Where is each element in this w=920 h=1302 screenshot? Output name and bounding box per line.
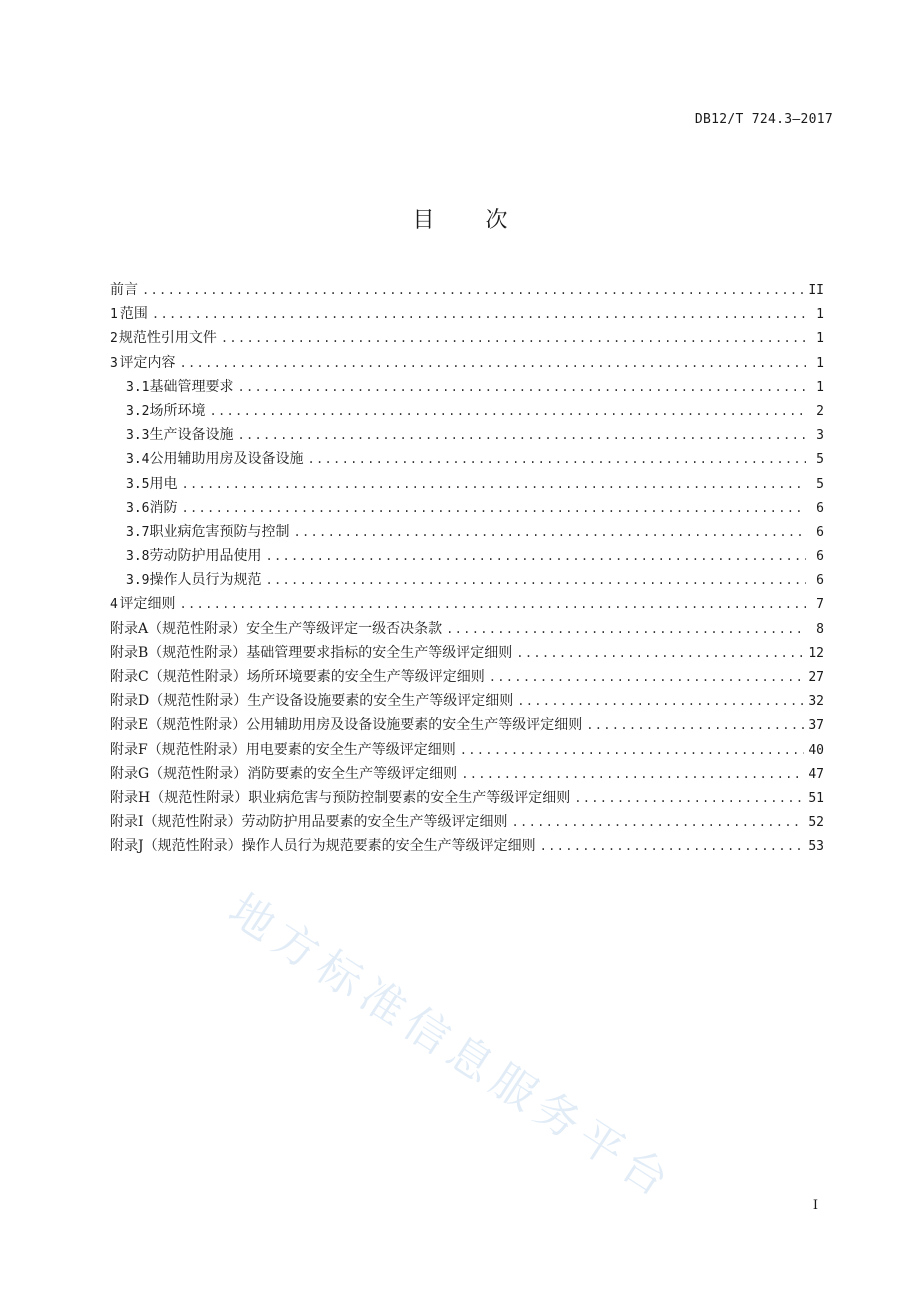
toc-entry-page: 1 (816, 355, 824, 371)
annex-page: 8 (816, 621, 824, 637)
annex-page: 37 (808, 718, 824, 734)
toc-entry-page: 5 (816, 452, 824, 468)
toc-entry-3-4[interactable] (110, 447, 824, 471)
annex-label: 附录J（规范性附录） (110, 838, 242, 855)
toc-entry-assessment-rules[interactable] (110, 592, 824, 616)
toc-entry-label: 场所环境 (149, 402, 206, 419)
toc-entry-number: 3.2 (126, 403, 150, 419)
leader-dots (461, 762, 804, 786)
toc-entry-number: 3.9 (126, 573, 150, 589)
leader-dots (265, 568, 806, 592)
toc-entry-page: 6 (816, 500, 824, 516)
leader-dots (152, 302, 806, 326)
document-code: DB12/T 724.3—2017 (694, 112, 833, 127)
toc-entry-number: 1 (110, 307, 118, 323)
leader-dots (574, 786, 804, 810)
toc-entry-number: 2 (110, 331, 118, 347)
toc-entry-label: 评定细则 (119, 596, 176, 613)
leader-dots (237, 423, 806, 447)
toc-entry-label: 评定内容 (119, 354, 176, 371)
annex-title: 基础管理要求指标的安全生产等级评定细则 (246, 644, 513, 661)
leader-dots (586, 713, 804, 737)
toc-entry-label: 用电 (149, 475, 178, 492)
leader-dots (265, 544, 806, 568)
toc-entry-number: 3 (110, 355, 118, 371)
page-folio: I (812, 1198, 818, 1213)
toc-entry-assessment-content[interactable] (110, 351, 824, 375)
toc-annex-d[interactable] (110, 689, 824, 713)
annex-title: 劳动防护用品要素的安全生产等级评定细则 (241, 814, 508, 831)
toc-entry-foreword[interactable] (110, 278, 824, 302)
toc-entry-3-3[interactable] (110, 423, 824, 447)
toc-entry-page: 1 (816, 379, 824, 395)
toc-entry-number: 3.1 (126, 379, 150, 395)
toc-entry-label: 范围 (119, 306, 148, 323)
annex-page: 40 (808, 742, 824, 758)
annex-title: 安全生产等级评定一级否决条款 (246, 620, 443, 637)
toc-annex-f[interactable] (110, 738, 824, 762)
table-of-contents (110, 278, 824, 859)
annex-title: 场所环境要素的安全生产等级评定细则 (246, 669, 485, 685)
annex-label: 附录E（规范性附录） (110, 717, 247, 734)
annex-label: 附录G（规范性附录） (110, 765, 248, 782)
toc-entry-page: 6 (816, 524, 824, 540)
toc-entry-number: 3.3 (126, 428, 150, 444)
toc-entry-page: 6 (816, 573, 824, 589)
toc-entry-3-9[interactable] (110, 568, 824, 592)
leader-dots (489, 665, 805, 689)
annex-page: 27 (808, 670, 824, 685)
toc-entry-number: 4 (110, 597, 118, 613)
leader-dots (142, 278, 804, 302)
toc-entry-page: II (808, 283, 824, 298)
annex-label: 附录D（规范性附录） (110, 693, 248, 710)
toc-entry-page: 1 (816, 331, 824, 347)
toc-entry-page: 6 (816, 549, 824, 565)
leader-dots (512, 810, 805, 834)
annex-page: 12 (808, 645, 824, 661)
toc-annex-g[interactable] (110, 762, 824, 786)
toc-entry-number: 3.6 (126, 500, 150, 516)
toc-entry-page: 5 (816, 476, 824, 492)
leader-dots (460, 738, 805, 762)
toc-annex-e[interactable] (110, 713, 824, 737)
leader-dots (221, 326, 806, 350)
annex-label: 附录I（规范性附录） (110, 814, 242, 831)
toc-entry-page: 3 (816, 428, 824, 444)
leader-dots (237, 375, 806, 399)
toc-entry-3-8[interactable] (110, 544, 824, 568)
annex-title: 操作人员行为规范要素的安全生产等级评定细则 (241, 838, 536, 855)
annex-title: 公用辅助用房及设备设施要素的安全生产等级评定细则 (246, 717, 583, 734)
toc-entry-3-5[interactable] (110, 472, 824, 496)
toc-annex-c[interactable] (110, 665, 824, 689)
annex-label: 附录H（规范性附录） (110, 789, 249, 806)
toc-entry-page: 7 (816, 597, 824, 613)
toc-entry-label: 操作人员行为规范 (149, 572, 262, 589)
leader-dots (517, 689, 804, 713)
toc-entry-number: 3.5 (126, 476, 150, 492)
annex-label: 附录C（规范性附录） (110, 669, 247, 685)
toc-annex-i[interactable] (110, 810, 824, 834)
annex-title: 消防要素的安全生产等级评定细则 (247, 765, 458, 782)
annex-label: 附录F（规范性附录） (110, 741, 246, 758)
leader-dots (181, 472, 806, 496)
leader-dots (209, 399, 806, 423)
toc-entry-3-1[interactable] (110, 375, 824, 399)
toc-entry-number: 3.7 (126, 524, 150, 540)
toc-entry-label: 前言 (110, 282, 138, 298)
annex-page: 32 (808, 694, 824, 710)
watermark: 地方标准信息服务平台 (219, 884, 684, 1211)
toc-entry-3-7[interactable] (110, 520, 824, 544)
leader-dots (180, 351, 807, 375)
annex-page: 51 (808, 790, 824, 806)
toc-entry-3-2[interactable] (110, 399, 824, 423)
toc-title: 目 次 (412, 208, 530, 233)
annex-page: 47 (808, 766, 824, 782)
annex-label: 附录A（规范性附录） (110, 620, 247, 637)
toc-annex-b[interactable] (110, 641, 824, 665)
leader-dots (180, 592, 807, 616)
leader-dots (181, 496, 806, 520)
toc-annex-h[interactable] (110, 786, 824, 810)
toc-entry-page: 1 (816, 307, 824, 323)
leader-dots (293, 520, 806, 544)
toc-annex-j[interactable] (110, 834, 824, 858)
leader-dots (540, 834, 805, 858)
toc-entry-scope[interactable] (110, 302, 824, 326)
annex-title: 用电要素的安全生产等级评定细则 (245, 741, 456, 758)
toc-entry-page: 2 (816, 403, 824, 419)
toc-entry-label: 基础管理要求 (149, 378, 234, 395)
annex-label: 附录B（规范性附录） (110, 644, 247, 661)
toc-entry-label: 劳动防护用品使用 (149, 548, 262, 565)
toc-entry-label: 生产设备设施 (149, 427, 234, 444)
leader-dots (446, 617, 806, 641)
toc-entry-label: 公用辅助用房及设备设施 (149, 451, 304, 468)
leader-dots (516, 641, 804, 665)
toc-entry-normative-references[interactable] (110, 326, 824, 350)
toc-annex-a[interactable] (110, 617, 824, 641)
annex-page: 53 (808, 839, 824, 855)
annex-title: 生产设备设施要素的安全生产等级评定细则 (247, 693, 514, 710)
toc-entry-label: 规范性引用文件 (118, 330, 217, 347)
annex-page: 52 (808, 815, 824, 831)
annex-title: 职业病危害与预防控制要素的安全生产等级评定细则 (248, 789, 571, 806)
leader-dots (307, 447, 806, 471)
toc-entry-label: 职业病危害预防与控制 (149, 523, 290, 540)
toc-entry-number: 3.8 (126, 549, 150, 565)
toc-entry-3-6[interactable] (110, 496, 824, 520)
toc-entry-number: 3.4 (126, 452, 150, 468)
toc-entry-label: 消防 (149, 499, 178, 516)
